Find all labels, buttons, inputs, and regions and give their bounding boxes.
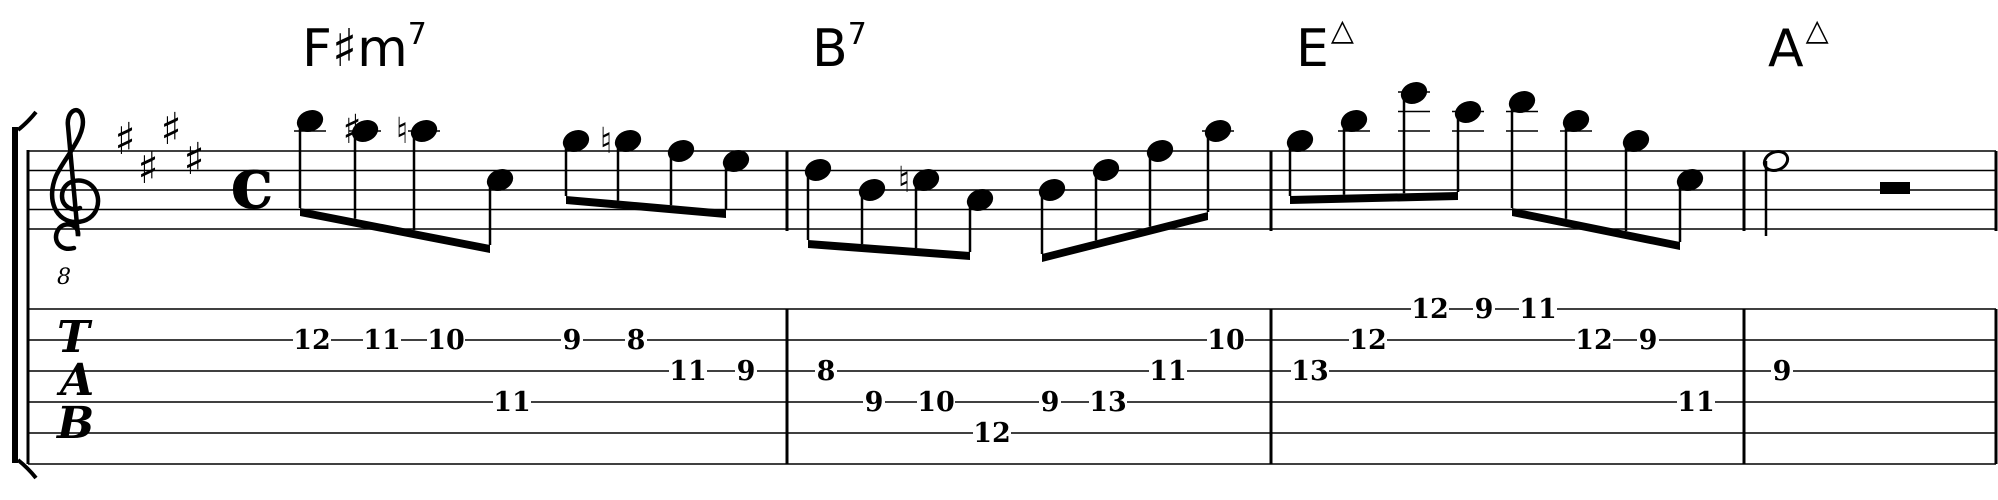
note-beam [566, 196, 726, 218]
tab-fret-number: 9 [1040, 387, 1060, 418]
svg-text:A△ [1768, 13, 1829, 79]
system-bracket [12, 112, 36, 478]
chord-root: B [812, 19, 848, 79]
tab-fret-number: 13 [1089, 387, 1127, 418]
tab-fret-number: 12 [973, 418, 1011, 449]
chord-quality: m [357, 19, 408, 79]
chord-symbol [302, 17, 427, 79]
time-signature: c [230, 140, 274, 225]
tab-fret-number: 12 [1349, 325, 1387, 356]
tab-fret-number: 9 [736, 356, 756, 387]
chord-root: E [1296, 19, 1329, 79]
sharp-icon: ♯ [160, 104, 182, 155]
tab-fret-number: 12 [1575, 325, 1613, 356]
tab-fret-number: 9 [1638, 325, 1658, 356]
tab-clef-letter: A [60, 355, 95, 406]
tab-fret-number: 9 [1474, 294, 1494, 325]
chord-accidental: ♯ [331, 19, 358, 79]
tab-fret-number: 8 [816, 356, 836, 387]
natural-icon: ♮ [897, 160, 911, 201]
tab-fret-number: 11 [1677, 387, 1715, 418]
tab-fret-number: 11 [669, 356, 707, 387]
tab-fret-number: 12 [1411, 294, 1449, 325]
tab-fret-number: 11 [493, 387, 531, 418]
sharp-icon: ♯ [342, 107, 362, 153]
sharp-icon: ♯ [183, 134, 205, 185]
note-beam [300, 208, 490, 253]
tab-clef-letter: B [57, 398, 95, 449]
tab-fret-number: 11 [1149, 356, 1187, 387]
chord-root: A [1768, 19, 1804, 79]
key-signature [114, 104, 204, 194]
svg-text:E△ [1296, 13, 1354, 79]
tab-fret-number: 9 [562, 325, 582, 356]
svg-text:B7 [812, 17, 867, 79]
note-beam [1042, 212, 1208, 262]
tab-fret-number: 10 [1207, 325, 1245, 356]
chord-extension: 7 [407, 17, 427, 52]
tab-fret-number: 10 [917, 387, 955, 418]
chord-extension: △ [1805, 13, 1829, 48]
note-beam [808, 240, 970, 260]
tab-fret-number: 10 [427, 325, 465, 356]
treble-clef-icon [52, 110, 98, 249]
half-rest-icon [1880, 182, 1910, 194]
chord-symbol [812, 17, 867, 79]
chord-symbols [302, 13, 1829, 79]
tab-fret-number: 12 [293, 325, 331, 356]
tab-clef [55, 312, 94, 449]
natural-icon: ♮ [599, 121, 613, 162]
chord-root: F [302, 19, 332, 79]
tab-fret-number: 13 [1291, 356, 1329, 387]
tab-clef-letter: T [57, 312, 90, 363]
tab-fret-number: 8 [626, 325, 646, 356]
clef-octave-marker: 8 [57, 265, 71, 290]
tab-fret-number: 11 [1519, 294, 1557, 325]
chord-extension: 7 [847, 17, 867, 52]
sharp-icon: ♯ [114, 114, 136, 165]
note-beam [1290, 192, 1458, 204]
svg-text:F♯m7 [302, 17, 427, 79]
tab-fret-number: 9 [1772, 356, 1792, 387]
chord-symbol [1296, 13, 1354, 79]
chord-symbol [1768, 13, 1829, 79]
natural-icon: ♮ [395, 111, 409, 152]
chord-extension: △ [1330, 13, 1354, 48]
tab-fret-number: 9 [864, 387, 884, 418]
tab-fret-number: 11 [363, 325, 401, 356]
sharp-icon: ♯ [137, 143, 159, 194]
